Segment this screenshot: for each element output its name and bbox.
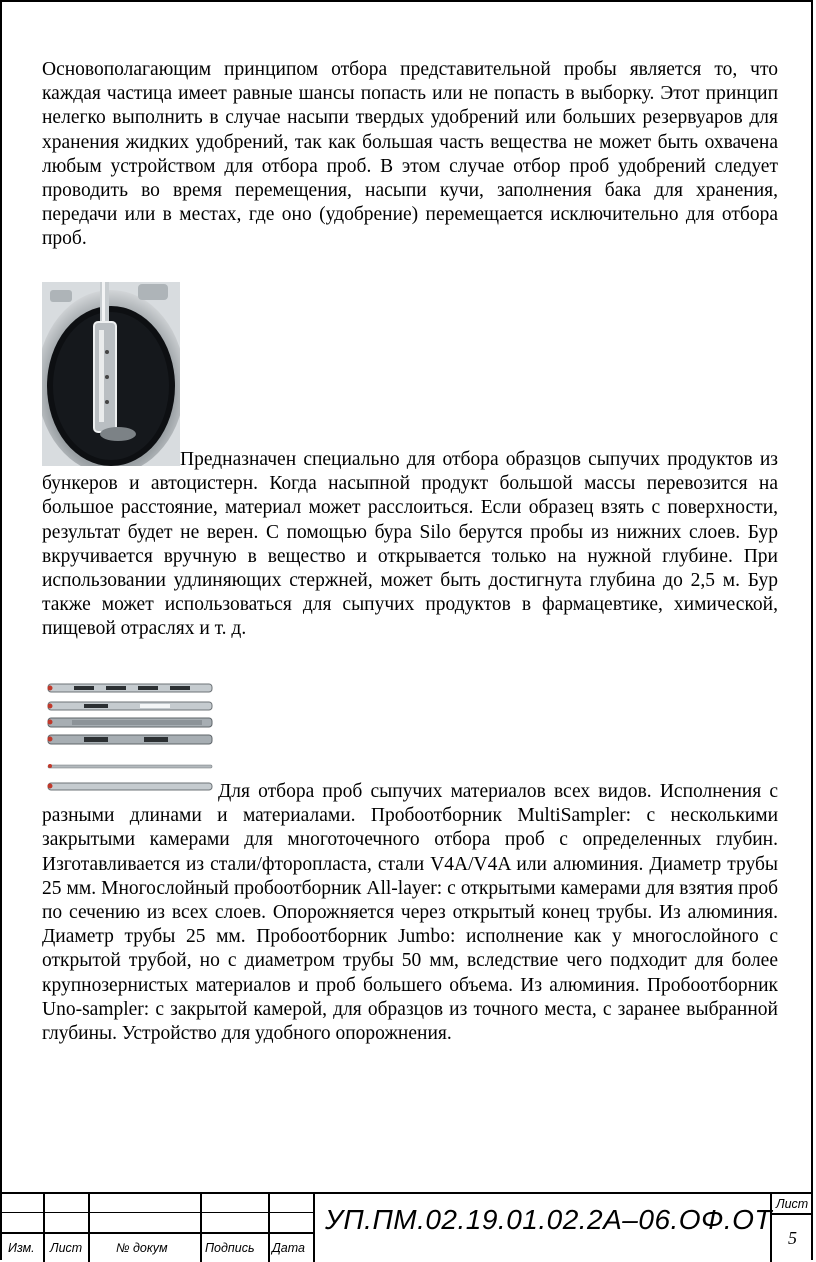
paragraph-intro: Основополагающим принципом отбора представительной пробы является то, что каждая частица имеет равные шансы попасть или не попасть в выборку. Этот принцип нелегко выполнить в случае насыпи твердых удобрений или больших резервуаров для хранения жидких удобрений, так как большая часть вещества не может быть охвачена любым устройством для отбора проб. В этом случае отбор проб удобрений следует проводить во время перемещения, насыпи кучи, заполнения бака для хранения, передачи или в местах, где оно (удобрение) перемещается исключительно для отбора проб. <box>42 59 778 250</box>
sheet-number: 5 <box>788 1228 797 1248</box>
stamp-dokum-label: № докум <box>116 1241 168 1255</box>
document-code: УП.ПМ.02.19.01.02.2А–06.ОФ.ОТ <box>325 1204 772 1235</box>
stamp-list-label: Лист <box>50 1241 83 1255</box>
paragraph-silo-drill: Предназначен специально для отбора образцов сыпучих продуктов из бункеров и автоцистерн. Когда насыпной продукт большой массы перевозится на большое расстояние, материал может расслоиться. Если образец взять с поверхности, результат будет не верен. С помощью бура Silo берутся пробы из нижних слоев. Бур вкручивается вручную в вещество и открывается только на нужной глубине. При использовании удлиняющих стержней, может быть достигнута глубина до 2,5 м. Бур также может использоваться для сыпучих продуктов в фармацевтике, химической, пищевой отраслях и т. д. <box>42 449 778 640</box>
stamp-izm-label: Изм. <box>8 1241 35 1255</box>
silo-sampler-photo <box>42 282 180 466</box>
paragraph-samplers: Для отбора проб сыпучих материалов всех видов. Исполнения с разными длинами и материалами. Пробоотборник MultiSampler: с несколькими закрытыми камерами для многоточечного отбора проб с определенных глубин. Изготавливается из стали/фторопласта, стали V4A/V4A или алюминия. Диаметр трубы 25 мм. Многослойный пробоотборник All-layer: с открытыми камерами для взятия проб по сечению из всех слоев. Опорожняется через открытый конец трубы. Из алюминия. Диаметр трубы 25 мм. Пробоотборник Jumbo: исполнение как у многослойного с открытой трубой, но с диаметром трубы 50 мм, вследствие чего подходит для более крупнозернистых материалов и проб большего объема. Из алюминия. Пробоотборник Uno-sampler: с закрытой камерой, для образцов из точного места, с заранее выбранной глубины. Устройство для удобного опорожнения. <box>42 781 778 1045</box>
sampler-tubes-image <box>44 680 219 795</box>
stamp-data-label: Дата <box>272 1241 305 1255</box>
stamp-sheet-label: Лист <box>776 1197 809 1211</box>
stamp-podpis-label: Подпись <box>205 1241 255 1255</box>
